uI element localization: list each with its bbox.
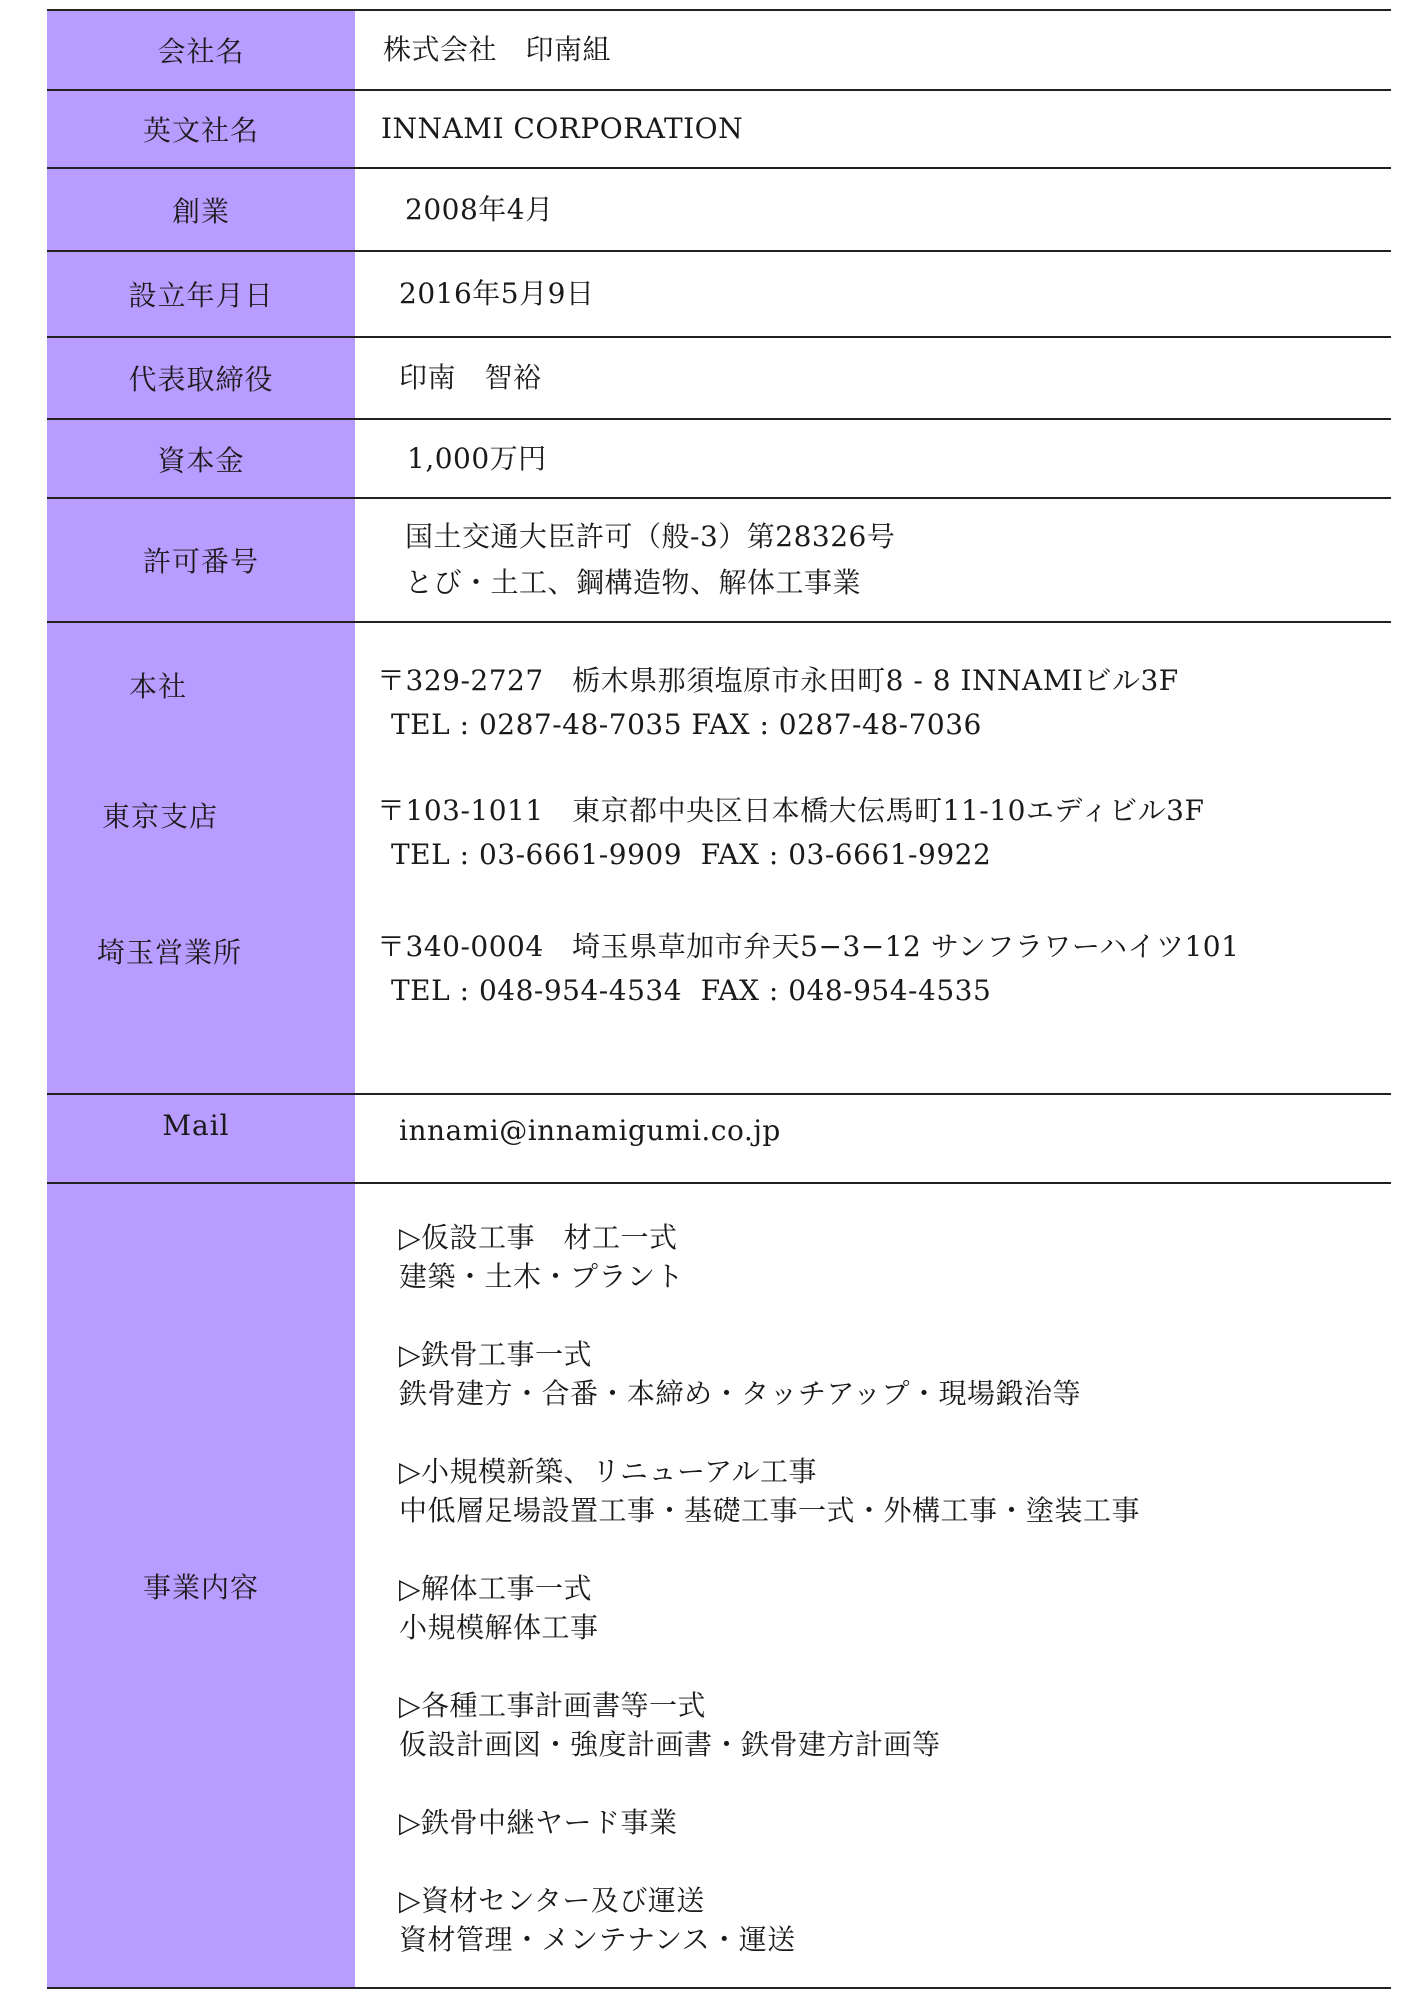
value-capital: 1,000万円: [407, 441, 547, 475]
business-group: [399, 1686, 1391, 1764]
license-number: 国土交通大臣許可（般-3）第28326号: [405, 520, 896, 553]
head-office-address: 〒329-2727 栃木県那須塩原市永田町8 - 8 INNAMIビル3F: [377, 664, 1179, 697]
label-saitama-office: 埼玉営業所: [97, 936, 243, 969]
business-title: ▷資材センター及び運送: [399, 1884, 705, 1917]
business-detail: 建築・土木・プラント: [399, 1260, 685, 1293]
tokyo-branch-tel: TEL : 03-6661-9909 FAX : 03-6661-9922: [391, 838, 992, 871]
business-group: [399, 1452, 1391, 1530]
value-english-name: INNAMI CORPORATION: [381, 112, 744, 145]
company-profile-table: [47, 9, 1391, 1989]
row-founded: [47, 169, 1391, 252]
label-capital: 資本金: [47, 420, 355, 497]
business-title: ▷解体工事一式: [399, 1572, 593, 1605]
business-title: ▷各種工事計画書等一式: [399, 1689, 707, 1722]
row-license: [47, 499, 1391, 623]
label-head-office: 本社: [129, 670, 188, 703]
label-offices: [47, 623, 355, 1093]
business-group: [399, 1335, 1391, 1413]
saitama-office-info: [377, 925, 1239, 1013]
saitama-office-address: 〒340-0004 埼玉県草加市弁天5−3−12 サンフラワーハイツ101: [377, 930, 1240, 963]
row-company-name: [47, 11, 1391, 91]
business-group: [399, 1803, 1391, 1842]
value-established: 2016年5月9日: [399, 277, 595, 310]
license-types: とび・土工、鋼構造物、解体工事業: [405, 566, 862, 599]
row-offices: [47, 623, 1391, 1095]
business-group: [399, 1881, 1391, 1959]
head-office-info: [377, 659, 1179, 747]
label-representative: 代表取締役: [47, 338, 355, 418]
business-detail: 資材管理・メンテナンス・運送: [399, 1923, 796, 1956]
business-title: ▷鉄骨工事一式: [399, 1338, 593, 1371]
business-detail: 鉄骨建方・合番・本締め・タッチアップ・現場鍛治等: [399, 1377, 1082, 1410]
tokyo-branch-info: [377, 789, 1204, 877]
row-mail: [47, 1095, 1391, 1184]
business-title: ▷小規模新築、リニューアル工事: [399, 1455, 817, 1488]
row-capital: [47, 420, 1391, 499]
row-business: [47, 1184, 1391, 1989]
value-founded: 2008年4月: [405, 192, 554, 226]
row-english-name: [47, 91, 1391, 169]
business-detail: 小規模解体工事: [399, 1611, 599, 1644]
head-office-tel: TEL : 0287-48-7035 FAX : 0287-48-7036: [391, 708, 982, 741]
saitama-office-tel: TEL : 048-954-4534 FAX : 048-954-4535: [391, 974, 992, 1007]
row-representative: [47, 338, 1391, 420]
value-company-name: 株式会社 印南組: [383, 33, 612, 66]
business-group: [399, 1569, 1391, 1647]
label-founded: 創業: [47, 169, 355, 250]
label-tokyo-branch: 東京支店: [102, 800, 219, 833]
tokyo-branch-address: 〒103-1011 東京都中央区日本橋大伝馬町11-10エディビル3F: [377, 794, 1205, 827]
business-title: ▷仮設工事 材工一式: [399, 1221, 678, 1254]
business-group: [399, 1218, 1391, 1296]
value-license: [355, 499, 1391, 621]
business-title: ▷鉄骨中継ヤード事業: [399, 1806, 678, 1839]
label-established: 設立年月日: [47, 252, 355, 336]
business-detail: 仮設計画図・強度計画書・鉄骨建方計画等: [399, 1728, 941, 1761]
value-business: [355, 1184, 1391, 1987]
label-license: 許可番号: [47, 499, 355, 621]
label-business: 事業内容: [47, 1184, 355, 1987]
row-established: [47, 252, 1391, 338]
label-mail: Mail: [47, 1095, 355, 1182]
value-representative: 印南 智裕: [399, 361, 542, 394]
label-company-name: 会社名: [47, 11, 355, 89]
value-offices: [355, 623, 1391, 1093]
value-mail[interactable]: innami@innamigumi.co.jp: [399, 1114, 781, 1147]
business-detail: 中低層足場設置工事・基礎工事一式・外構工事・塗装工事: [399, 1494, 1141, 1527]
label-english-name: 英文社名: [47, 91, 355, 167]
